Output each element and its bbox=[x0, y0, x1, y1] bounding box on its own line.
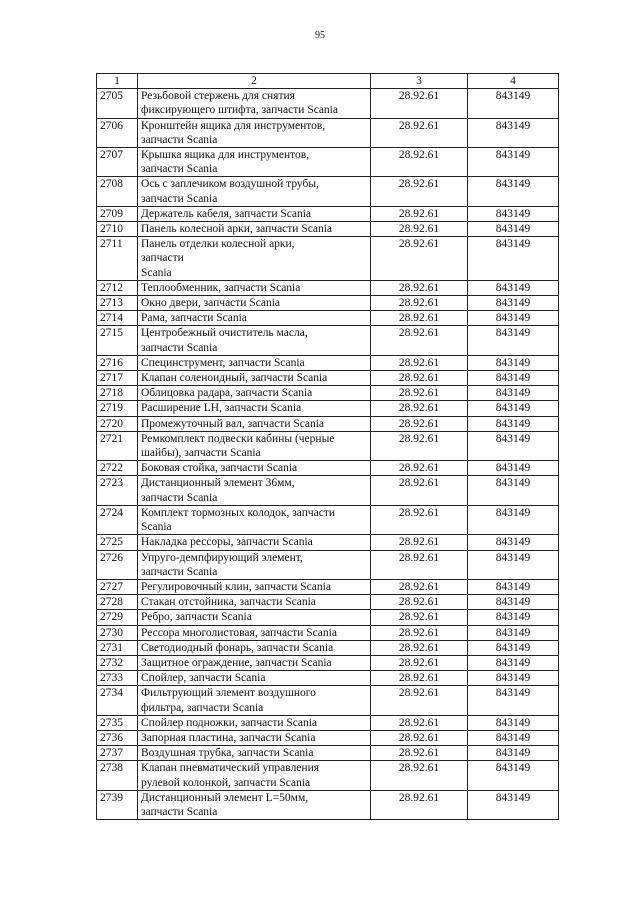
row-number: 2719 bbox=[97, 401, 138, 416]
table-row bbox=[97, 505, 559, 534]
row-okpd-code: 28.92.61 bbox=[371, 355, 468, 370]
table-row bbox=[97, 746, 559, 761]
row-okpd-code: 28.92.61 bbox=[371, 625, 468, 640]
row-number: 2712 bbox=[97, 280, 138, 295]
row-okpd-code: 28.92.61 bbox=[371, 371, 468, 386]
table-row bbox=[97, 595, 559, 610]
row-number: 2716 bbox=[97, 355, 138, 370]
table-row bbox=[97, 686, 559, 715]
row-okpd-code: 28.92.61 bbox=[371, 686, 468, 715]
row-tnved-code: 843149 bbox=[468, 686, 559, 715]
row-okpd-code: 28.92.61 bbox=[371, 671, 468, 686]
row-name: Панель отделки колесной арки, запчасти Scania bbox=[138, 237, 371, 281]
table-row bbox=[97, 177, 559, 206]
table-row bbox=[97, 326, 559, 355]
table-row bbox=[97, 222, 559, 237]
table-row bbox=[97, 610, 559, 625]
row-name: Светодиодный фонарь, запчасти Scania bbox=[138, 640, 371, 655]
row-okpd-code: 28.92.61 bbox=[371, 222, 468, 237]
row-tnved-code: 843149 bbox=[468, 761, 559, 790]
row-tnved-code: 843149 bbox=[468, 148, 559, 177]
row-tnved-code: 843149 bbox=[468, 416, 559, 431]
row-okpd-code: 28.92.61 bbox=[371, 655, 468, 670]
row-number: 2713 bbox=[97, 296, 138, 311]
row-tnved-code: 843149 bbox=[468, 431, 559, 460]
row-tnved-code: 843149 bbox=[468, 89, 559, 118]
row-okpd-code: 28.92.61 bbox=[371, 311, 468, 326]
row-number: 2739 bbox=[97, 790, 138, 819]
table-row bbox=[97, 296, 559, 311]
row-okpd-code: 28.92.61 bbox=[371, 746, 468, 761]
row-tnved-code: 843149 bbox=[468, 326, 559, 355]
row-name: Промежуточный вал, запчасти Scania bbox=[138, 416, 371, 431]
row-number: 2709 bbox=[97, 206, 138, 221]
table-row bbox=[97, 730, 559, 745]
row-name: Спойлер, запчасти Scania bbox=[138, 671, 371, 686]
row-name: Защитное ограждение, запчасти Scania bbox=[138, 655, 371, 670]
row-name: Ремкомплект подвески кабины (черные шайбы), запчасти Scania bbox=[138, 431, 371, 460]
row-tnved-code: 843149 bbox=[468, 177, 559, 206]
table-row bbox=[97, 371, 559, 386]
row-name: Ребро, запчасти Scania bbox=[138, 610, 371, 625]
row-number: 2735 bbox=[97, 715, 138, 730]
table-row bbox=[97, 386, 559, 401]
row-name: Теплообменник, запчасти Scania bbox=[138, 280, 371, 295]
row-name: Окно двери, запчасти Scania bbox=[138, 296, 371, 311]
row-number: 2726 bbox=[97, 550, 138, 579]
row-tnved-code: 843149 bbox=[468, 790, 559, 819]
row-okpd-code: 28.92.61 bbox=[371, 237, 468, 281]
row-number: 2718 bbox=[97, 386, 138, 401]
row-tnved-code: 843149 bbox=[468, 715, 559, 730]
row-name: Облицовка радара, запчасти Scania bbox=[138, 386, 371, 401]
row-name: Дистанционный элемент 36мм, запчасти Scania bbox=[138, 476, 371, 505]
row-name: Центробежный очиститель масла, запчасти Scania bbox=[138, 326, 371, 355]
row-tnved-code: 843149 bbox=[468, 371, 559, 386]
row-number: 2738 bbox=[97, 761, 138, 790]
row-tnved-code: 843149 bbox=[468, 625, 559, 640]
row-okpd-code: 28.92.61 bbox=[371, 595, 468, 610]
row-name: Резьбовой стержень для снятия фиксирующего штифта, запчасти Scania bbox=[138, 89, 371, 118]
row-name: Расширение LH, запчасти Scania bbox=[138, 401, 371, 416]
row-okpd-code: 28.92.61 bbox=[371, 401, 468, 416]
row-number: 2731 bbox=[97, 640, 138, 655]
row-tnved-code: 843149 bbox=[468, 118, 559, 147]
row-number: 2727 bbox=[97, 579, 138, 594]
row-number: 2729 bbox=[97, 610, 138, 625]
parts-table-body bbox=[97, 74, 559, 820]
table-row bbox=[97, 790, 559, 819]
row-number: 2723 bbox=[97, 476, 138, 505]
row-name: Клапан соленоидный, запчасти Scania bbox=[138, 371, 371, 386]
header-col-2: 2 bbox=[138, 74, 371, 89]
row-tnved-code: 843149 bbox=[468, 579, 559, 594]
row-number: 2725 bbox=[97, 535, 138, 550]
table-row bbox=[97, 461, 559, 476]
row-tnved-code: 843149 bbox=[468, 296, 559, 311]
row-number: 2736 bbox=[97, 730, 138, 745]
row-number: 2734 bbox=[97, 686, 138, 715]
row-tnved-code: 843149 bbox=[468, 222, 559, 237]
row-okpd-code: 28.92.61 bbox=[371, 89, 468, 118]
table-row bbox=[97, 535, 559, 550]
table-row bbox=[97, 579, 559, 594]
table-row bbox=[97, 715, 559, 730]
row-okpd-code: 28.92.61 bbox=[371, 535, 468, 550]
row-okpd-code: 28.92.61 bbox=[371, 505, 468, 534]
row-okpd-code: 28.92.61 bbox=[371, 730, 468, 745]
row-okpd-code: 28.92.61 bbox=[371, 579, 468, 594]
row-okpd-code: 28.92.61 bbox=[371, 386, 468, 401]
table-row bbox=[97, 416, 559, 431]
row-tnved-code: 843149 bbox=[468, 311, 559, 326]
row-tnved-code: 843149 bbox=[468, 535, 559, 550]
row-tnved-code: 843149 bbox=[468, 550, 559, 579]
row-tnved-code: 843149 bbox=[468, 386, 559, 401]
header-col-1: 1 bbox=[97, 74, 138, 89]
row-number: 2710 bbox=[97, 222, 138, 237]
row-name: Фильтрующий элемент воздушного фильтра, запчасти Scania bbox=[138, 686, 371, 715]
row-tnved-code: 843149 bbox=[468, 476, 559, 505]
table-row bbox=[97, 625, 559, 640]
row-okpd-code: 28.92.61 bbox=[371, 610, 468, 625]
row-number: 2720 bbox=[97, 416, 138, 431]
row-okpd-code: 28.92.61 bbox=[371, 790, 468, 819]
row-number: 2730 bbox=[97, 625, 138, 640]
row-name: Регулировочный клин, запчасти Scania bbox=[138, 579, 371, 594]
row-tnved-code: 843149 bbox=[468, 206, 559, 221]
row-tnved-code: 843149 bbox=[468, 640, 559, 655]
row-name: Клапан пневматический управления рулевой колонкой, запчасти Scania bbox=[138, 761, 371, 790]
row-okpd-code: 28.92.61 bbox=[371, 206, 468, 221]
row-name: Держатель кабеля, запчасти Scania bbox=[138, 206, 371, 221]
header-col-4: 4 bbox=[468, 74, 559, 89]
table-row bbox=[97, 640, 559, 655]
row-name: Ось с заплечиком воздушной трубы, запчасти Scania bbox=[138, 177, 371, 206]
row-name: Запорная пластина, запчасти Scania bbox=[138, 730, 371, 745]
row-okpd-code: 28.92.61 bbox=[371, 416, 468, 431]
row-name: Специнструмент, запчасти Scania bbox=[138, 355, 371, 370]
row-number: 2732 bbox=[97, 655, 138, 670]
table-row bbox=[97, 89, 559, 118]
table-row bbox=[97, 550, 559, 579]
row-tnved-code: 843149 bbox=[468, 610, 559, 625]
row-number: 2714 bbox=[97, 311, 138, 326]
row-tnved-code: 843149 bbox=[468, 671, 559, 686]
row-name: Упруго-демпфирующий элемент, запчасти Scania bbox=[138, 550, 371, 579]
table-row bbox=[97, 761, 559, 790]
row-name: Рессора многолистовая, запчасти Scania bbox=[138, 625, 371, 640]
row-number: 2724 bbox=[97, 505, 138, 534]
table-row bbox=[97, 401, 559, 416]
row-number: 2707 bbox=[97, 148, 138, 177]
table-row bbox=[97, 280, 559, 295]
row-name: Дистанционный элемент L=50мм, запчасти Scania bbox=[138, 790, 371, 819]
table-row bbox=[97, 206, 559, 221]
row-tnved-code: 843149 bbox=[468, 355, 559, 370]
row-number: 2722 bbox=[97, 461, 138, 476]
row-tnved-code: 843149 bbox=[468, 280, 559, 295]
row-number: 2737 bbox=[97, 746, 138, 761]
table-row bbox=[97, 431, 559, 460]
row-tnved-code: 843149 bbox=[468, 401, 559, 416]
row-tnved-code: 843149 bbox=[468, 461, 559, 476]
row-name: Боковая стойка, запчасти Scania bbox=[138, 461, 371, 476]
header-col-3: 3 bbox=[371, 74, 468, 89]
row-okpd-code: 28.92.61 bbox=[371, 296, 468, 311]
row-number: 2717 bbox=[97, 371, 138, 386]
table-row bbox=[97, 355, 559, 370]
row-okpd-code: 28.92.61 bbox=[371, 461, 468, 476]
row-tnved-code: 843149 bbox=[468, 746, 559, 761]
row-name: Воздушная трубка, запчасти Scania bbox=[138, 746, 371, 761]
row-number: 2706 bbox=[97, 118, 138, 147]
table-row bbox=[97, 311, 559, 326]
table-row bbox=[97, 476, 559, 505]
row-tnved-code: 843149 bbox=[468, 237, 559, 281]
row-number: 2711 bbox=[97, 237, 138, 281]
table-header-row bbox=[97, 74, 559, 89]
row-name: Накладка рессоры, запчасти Scania bbox=[138, 535, 371, 550]
row-okpd-code: 28.92.61 bbox=[371, 177, 468, 206]
row-okpd-code: 28.92.61 bbox=[371, 476, 468, 505]
row-okpd-code: 28.92.61 bbox=[371, 640, 468, 655]
row-okpd-code: 28.92.61 bbox=[371, 148, 468, 177]
row-number: 2705 bbox=[97, 89, 138, 118]
row-name: Крышка ящика для инструментов, запчасти Scania bbox=[138, 148, 371, 177]
row-number: 2728 bbox=[97, 595, 138, 610]
row-name: Рама, запчасти Scania bbox=[138, 311, 371, 326]
row-okpd-code: 28.92.61 bbox=[371, 326, 468, 355]
row-tnved-code: 843149 bbox=[468, 730, 559, 745]
row-okpd-code: 28.92.61 bbox=[371, 431, 468, 460]
row-name: Панель колесной арки, запчасти Scania bbox=[138, 222, 371, 237]
table-row bbox=[97, 655, 559, 670]
table-row bbox=[97, 237, 559, 281]
row-name: Спойлер подножки, запчасти Scania bbox=[138, 715, 371, 730]
row-number: 2715 bbox=[97, 326, 138, 355]
row-okpd-code: 28.92.61 bbox=[371, 550, 468, 579]
row-tnved-code: 843149 bbox=[468, 595, 559, 610]
row-number: 2721 bbox=[97, 431, 138, 460]
row-tnved-code: 843149 bbox=[468, 505, 559, 534]
page-number: 95 bbox=[315, 30, 325, 41]
row-name: Комплект тормозных колодок, запчасти Scania bbox=[138, 505, 371, 534]
row-number: 2708 bbox=[97, 177, 138, 206]
row-name: Кронштейн ящика для инструментов, запчасти Scania bbox=[138, 118, 371, 147]
table-row bbox=[97, 671, 559, 686]
table-row bbox=[97, 148, 559, 177]
row-okpd-code: 28.92.61 bbox=[371, 715, 468, 730]
row-tnved-code: 843149 bbox=[468, 655, 559, 670]
row-number: 2733 bbox=[97, 671, 138, 686]
row-okpd-code: 28.92.61 bbox=[371, 118, 468, 147]
row-okpd-code: 28.92.61 bbox=[371, 280, 468, 295]
row-name: Стакан отстойника, запчасти Scania bbox=[138, 595, 371, 610]
parts-table bbox=[96, 73, 559, 820]
table-row bbox=[97, 118, 559, 147]
row-okpd-code: 28.92.61 bbox=[371, 761, 468, 790]
